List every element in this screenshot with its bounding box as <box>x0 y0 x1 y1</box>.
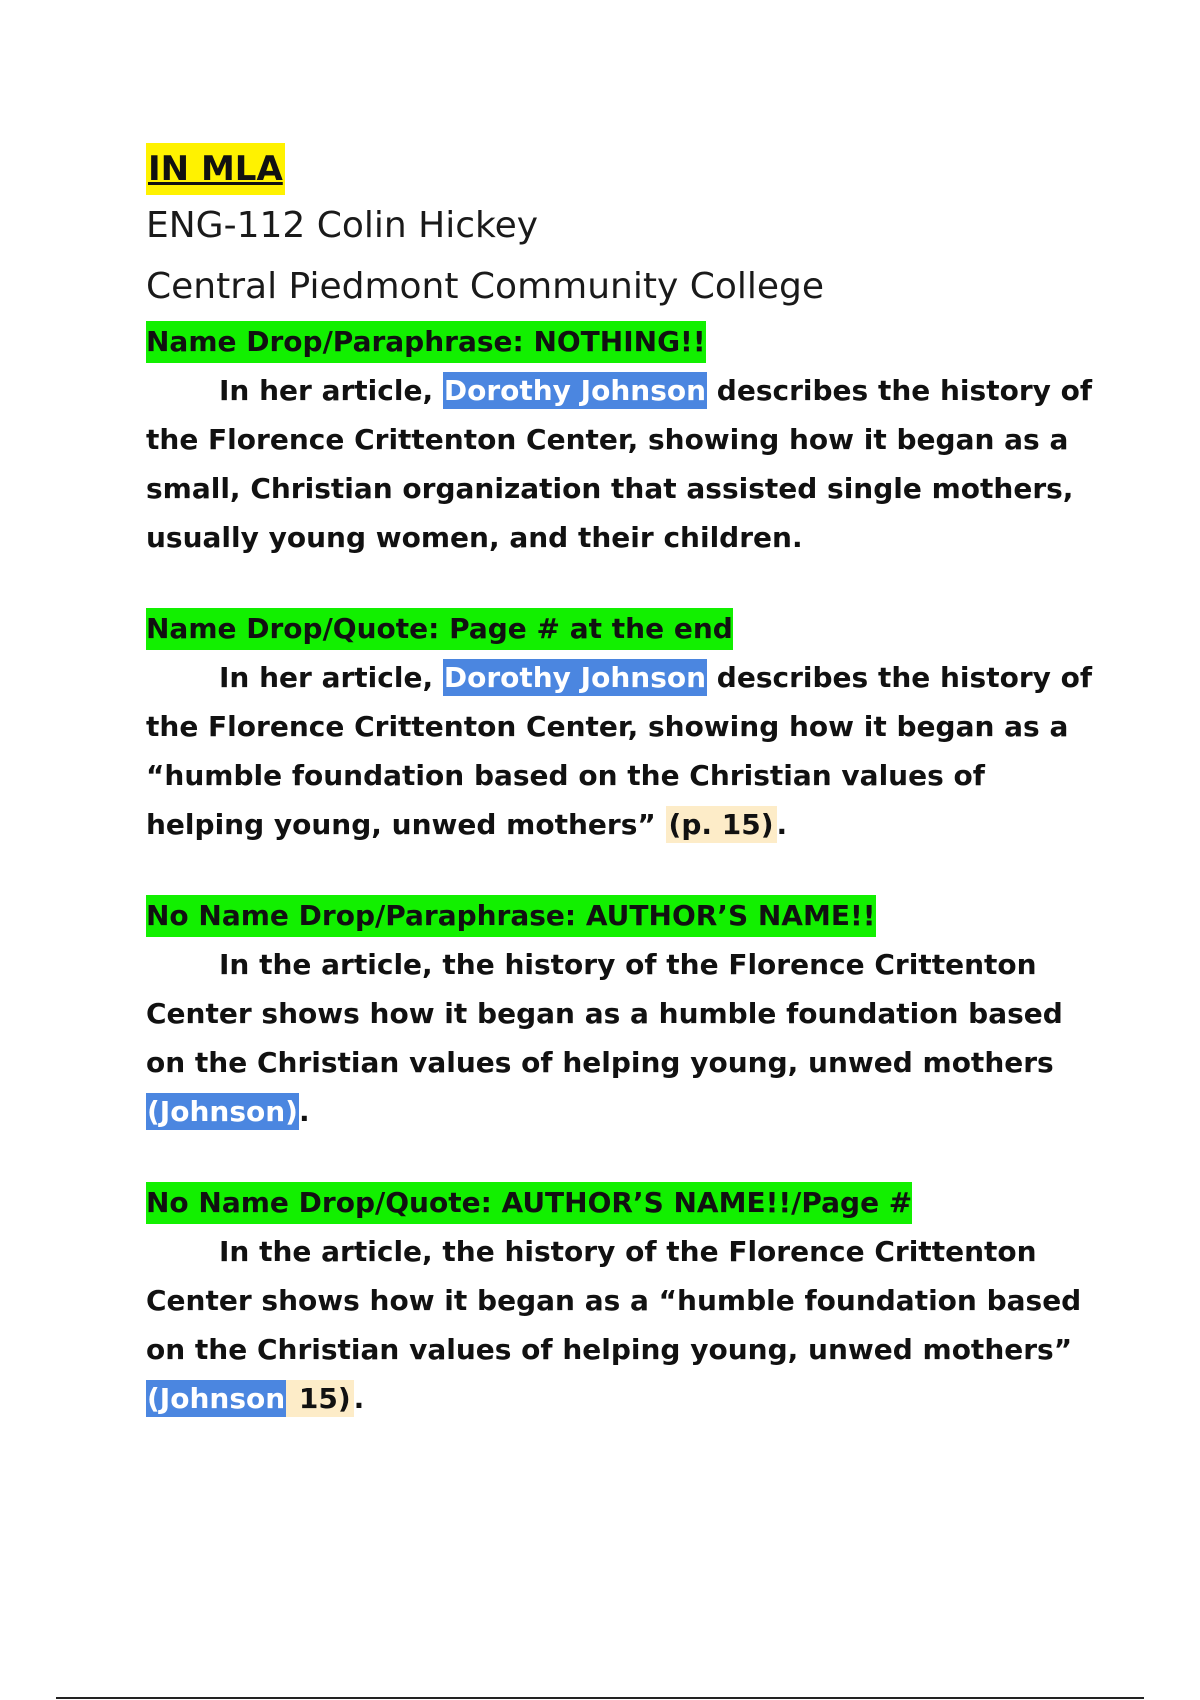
section-label: Name Drop/Quote: Page # at the end <box>146 608 733 650</box>
page-citation-highlight: (p. 15) <box>666 806 777 843</box>
section-label: Name Drop/Paraphrase: NOTHING!! <box>146 321 706 363</box>
citation-section-1 <box>146 317 1106 562</box>
citation-section-2 <box>146 604 1106 849</box>
document-page <box>146 143 1106 1423</box>
author-highlight: Dorothy Johnson <box>443 374 707 407</box>
citation-section-3 <box>146 891 1106 1136</box>
example-paragraph: In the article, the history of the Florence Crittenton Center shows how it began as a humble foundation based on the Christian values of helping young, unwed mothers (Johnson). <box>146 948 1063 1128</box>
author-highlight: (Johnson) <box>147 1095 298 1128</box>
section-label: No Name Drop/Paraphrase: AUTHOR’S NAME!! <box>146 895 876 937</box>
example-paragraph: In her article, Dorothy Johnson describes the history of the Florence Crittenton Center, showing how it began as a “humble foundation based on the Christian values of helping young, unwed mothers” (p. 15) . <box>146 661 1093 841</box>
course-instructor-line: ENG-112 Colin Hickey <box>146 205 539 246</box>
title-line <box>146 143 1106 195</box>
college-line: Central Piedmont Community College <box>146 266 825 307</box>
citation-section-4 <box>146 1178 1106 1423</box>
example-paragraph: In her article, Dorothy Johnson describes the history of the Florence Crittenton Center, showing how it began as a small, Christian organization that assisted single mothers, usually young women, and their children. <box>146 374 1093 554</box>
page-bottom-rule <box>56 1697 1144 1699</box>
example-paragraph: In the article, the history of the Florence Crittenton Center shows how it began as a “humble foundation based on the Christian values of helping young, unwed mothers” (Johnson 15) . <box>146 1235 1082 1415</box>
document-title: IN MLA <box>146 143 285 195</box>
section-label: No Name Drop/Quote: AUTHOR’S NAME!!/Page # <box>146 1182 912 1224</box>
page-citation-highlight: 15) <box>286 1380 354 1417</box>
author-highlight: Dorothy Johnson <box>443 661 707 694</box>
author-highlight: (Johnson <box>147 1382 286 1415</box>
